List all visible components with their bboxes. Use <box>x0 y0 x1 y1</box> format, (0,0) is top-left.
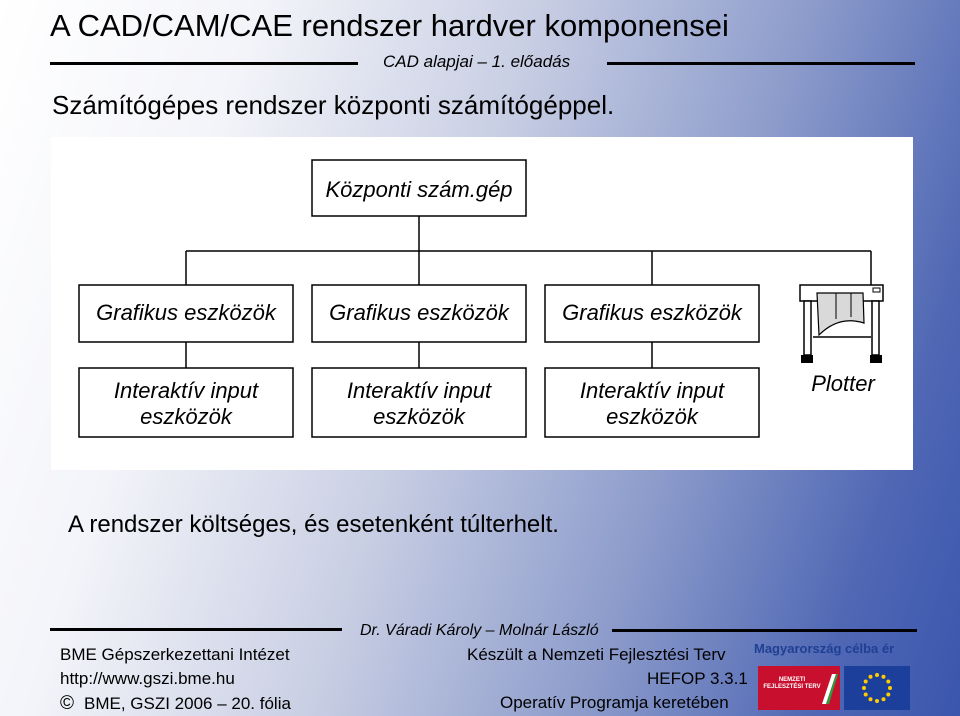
institute-name: BME Gépszerkezettani Intézet <box>60 645 290 664</box>
authors-text: Dr. Váradi Károly – Molnár László <box>360 622 599 639</box>
plotter-right-leg <box>872 301 879 355</box>
nft-logo-label: NEMZETI FEJLESZTÉSI TERV <box>763 677 821 690</box>
slide-subtitle: CAD alapjai – 1. előadás <box>383 52 571 71</box>
graphics-label-3: Grafikus eszközök <box>562 300 742 325</box>
funding-line-3: Operatív Programja keretében <box>500 693 729 712</box>
plotter-icon <box>800 285 883 396</box>
conclusion-text: A rendszer költséges, és esetenként túlterhelt. <box>68 511 559 538</box>
input-label-line1-3: Interaktív input <box>579 378 725 403</box>
footer-rule-left <box>50 628 342 631</box>
copyright-icon: © <box>60 693 74 714</box>
input-label-line2-1: eszközök <box>140 404 232 429</box>
nft-logo <box>758 666 840 710</box>
plotter-paper <box>817 293 864 335</box>
funding-logos <box>752 641 912 713</box>
graphics-device-box-1 <box>79 285 293 342</box>
input-label-line2-3: eszközök <box>606 404 698 429</box>
input-device-box-2 <box>312 368 526 437</box>
funding-line-1: Készült a Nemzeti Fejlesztési Terv <box>467 645 726 664</box>
graphics-label-2: Grafikus eszközök <box>329 300 509 325</box>
plotter-left-leg <box>804 301 811 355</box>
graphics-label-1: Grafikus eszközök <box>96 300 276 325</box>
plotter-label: Plotter <box>811 371 875 396</box>
architecture-diagram <box>51 137 913 470</box>
footer-rule-right <box>612 629 917 632</box>
eu-flag-icon <box>844 666 910 710</box>
copyright-text: BME, GSZI 2006 – 20. fólia <box>84 694 291 713</box>
plotter-right-foot <box>870 355 882 363</box>
header-rule-right <box>607 62 915 65</box>
graphics-device-box-2 <box>312 285 526 342</box>
input-label-line1-2: Interaktív input <box>346 378 492 403</box>
input-device-box-1 <box>79 368 293 437</box>
central-computer-box <box>312 160 526 216</box>
graphics-device-box-3 <box>545 285 759 342</box>
header-rule-left <box>50 62 358 65</box>
plotter-control-panel <box>873 288 880 292</box>
intro-text: Számítógépes rendszer központi számítógéppel. <box>52 90 615 120</box>
plotter-left-foot <box>801 355 813 363</box>
input-label-line1-1: Interaktív input <box>113 378 259 403</box>
funding-line-2: HEFOP 3.3.1 <box>647 669 748 688</box>
copyright-line <box>60 693 291 715</box>
slide-title: A CAD/CAM/CAE rendszer hardver komponensei <box>50 8 729 43</box>
website-link[interactable]: http://www.gszi.bme.hu <box>60 669 235 688</box>
eu-stars-icon <box>844 666 910 710</box>
diagram-panel <box>51 137 913 470</box>
input-device-box-3 <box>545 368 759 437</box>
input-label-line2-2: eszközök <box>373 404 465 429</box>
central-computer-label: Központi szám.gép <box>325 177 513 202</box>
logo-slogan: Magyarország célba ér <box>754 641 895 656</box>
